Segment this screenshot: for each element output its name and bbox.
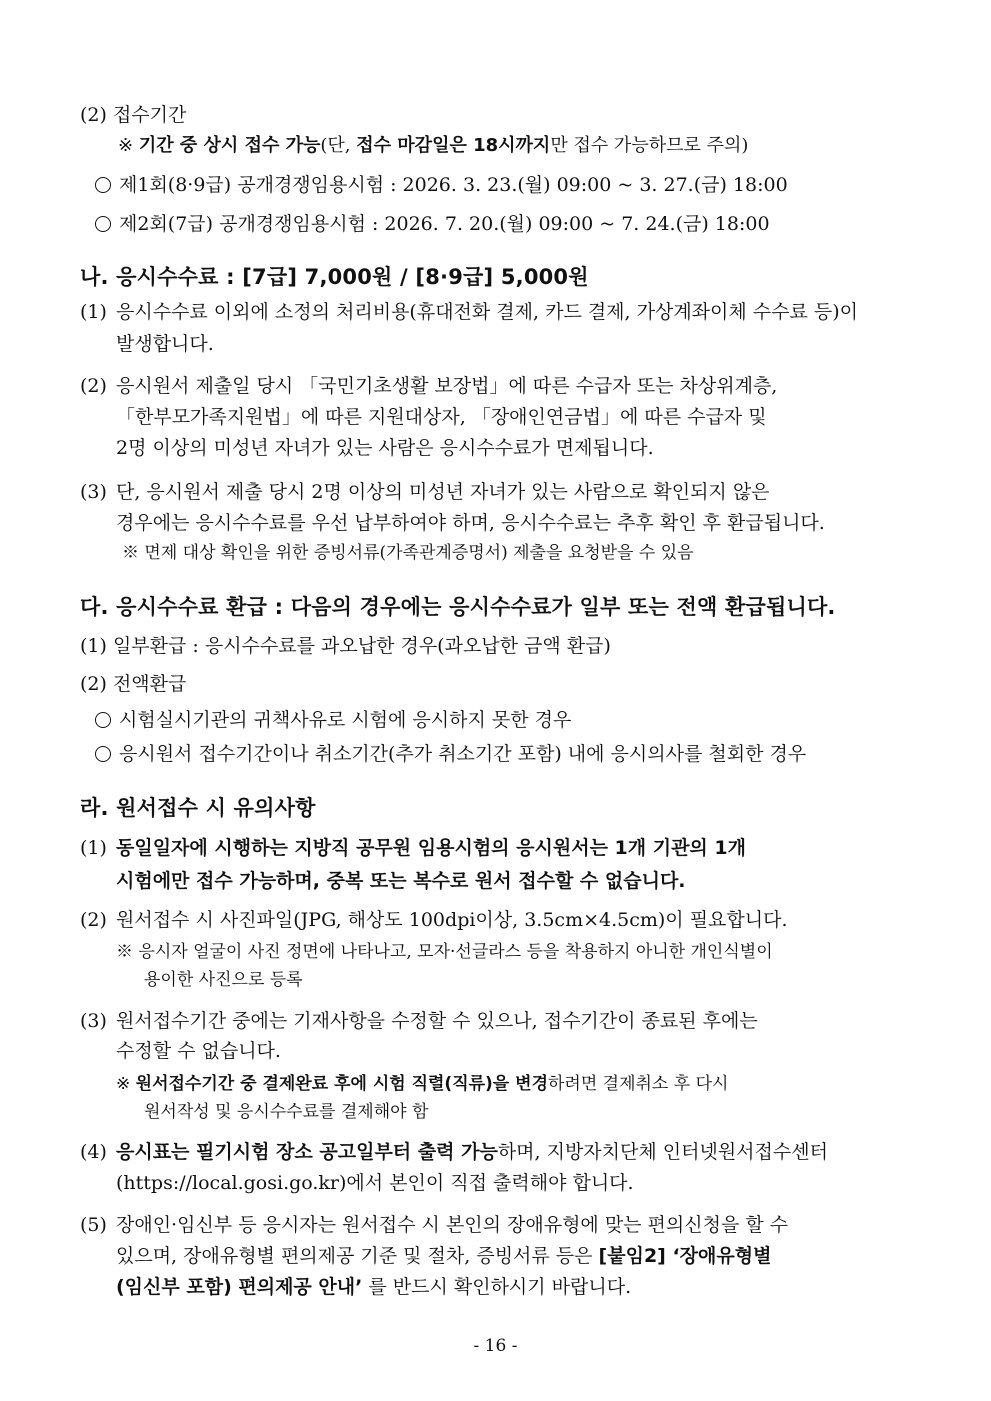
cautions-paragraph-3: (3) 원서접수기간 중에는 기재사항을 수정할 수 있으나, 접수기간이 종료된 후에는 [80, 1010, 758, 1032]
reception-period-heading: (2) 접수기간 [80, 104, 187, 126]
fee-paragraph-1: (1) 응시수수료 이외에 소정의 처리비용(휴대전화 결제, 카드 결제, 가상계좌이체 수수료 등)이 [80, 301, 859, 323]
refund-paragraph-2: (2) 전액환급 [80, 673, 187, 695]
fee-paragraph-3: (3) 단, 응시원서 제출 당시 2명 이상의 미성년 자녀가 있는 사람으로 확인되지 않은 [80, 481, 770, 503]
fee-paragraph-3-note: ※ 면제 대상 확인을 위한 증빙서류(가족관계증명서) 제출을 요청받을 수 있음 [122, 543, 694, 563]
cautions-paragraph-3-line-2: 수정할 수 없습니다. [116, 1040, 281, 1062]
fee-section-title: 나. 응시수수료 : [7급] 7,000원 / [8·9급] 5,000원 [80, 265, 589, 289]
cautions-paragraph-2: (2) 원서접수 시 사진파일(JPG, 해상도 100dpi이상, 3.5cm×4.5cm)이 필요합니다. [80, 909, 788, 931]
cautions-paragraph-1-line-2: 시험에만 접수 가능하며, 중복 또는 복수로 원서 접수할 수 없습니다. [116, 870, 686, 892]
refund-section-title: 다. 응시수수료 환급 : 다음의 경우에는 응시수수료가 일부 또는 전액 환급됩니다. [80, 595, 836, 619]
cautions-paragraph-5: (5) 장애인·임신부 등 응시자는 원서접수 시 본인의 장애유형에 맞는 편의신청을 할 수 [80, 1214, 789, 1236]
reception-item-1: 제1회(8·9급) 공개경쟁임용시험 : 2026. 3. 23.(월) 09:00 ~ 3. 27.(금) 18:00 [95, 172, 788, 198]
refund-item-2: 응시원서 접수기간이나 취소기간(추가 취소기간 포함) 내에 응시의사를 철회한 경우 [95, 741, 806, 767]
cautions-paragraph-5-line-2: 있으며, 장애유형별 편의제공 기준 및 절차, 증빙서류 등은 [붙임2] ‘장애유형별 [116, 1245, 772, 1267]
cautions-paragraph-4-line-2: (https://local.gosi.go.kr)에서 본인이 직접 출력해야 합니다. [116, 1172, 634, 1194]
refund-paragraph-1: (1) 일부환급 : 응시수수료를 과오납한 경우(과오납한 금액 환급) [80, 635, 611, 657]
fee-paragraph-1-line-2: 발생합니다. [116, 333, 214, 355]
fee-paragraph-2-line-3: 2명 이상의 미성년 자녀가 있는 사람은 응시수수료가 면제됩니다. [116, 437, 654, 459]
cautions-paragraph-3-note: ※ 원서접수기간 중 결제완료 후에 시험 직렬(직류)을 변경하려면 결제취소 후 다시 [116, 1074, 729, 1094]
cautions-paragraph-5-line-3: (임신부 포함) 편의제공 안내’ 를 반드시 확인하시기 바랍니다. [116, 1276, 632, 1298]
cautions-paragraph-1: (1) 동일일자에 시행하는 지방직 공무원 임용시험의 응시원서는 1개 기관의 1개 [80, 837, 746, 859]
cautions-paragraph-4: (4) 응시표는 필기시험 장소 공고일부터 출력 가능하며, 지방자치단체 인터넷원서접수센터 [80, 1141, 828, 1163]
circle-bullet-icon [95, 216, 111, 232]
page-number: - 16 - [473, 1336, 518, 1356]
cautions-paragraph-2-note-line-2: 용이한 사진으로 등록 [144, 970, 303, 990]
cautions-paragraph-2-note: ※ 응시자 얼굴이 사진 정면에 나타나고, 모자·선글라스 등을 착용하지 아니한 개인식별이 [116, 942, 773, 962]
circle-bullet-icon [95, 746, 111, 762]
cautions-section-title: 라. 원서접수 시 유의사항 [80, 796, 316, 820]
reception-item-2: 제2회(7급) 공개경쟁임용시험 : 2026. 7. 20.(월) 09:00 ~ 7. 24.(금) 18:00 [95, 211, 770, 237]
refund-item-1: 시험실시기관의 귀책사유로 시험에 응시하지 못한 경우 [95, 707, 571, 733]
circle-bullet-icon [95, 712, 111, 728]
reception-period-note: ※ 기간 중 상시 접수 가능(단, 접수 마감일은 18시까지만 접수 가능하므로 주의) [118, 135, 749, 156]
fee-paragraph-2-line-2: 「한부모가족지원법」에 따른 지원대상자, 「장애인연금법」에 따른 수급자 및 [116, 406, 767, 428]
cautions-paragraph-3-note-line-2: 원서작성 및 응시수수료를 결제해야 함 [144, 1102, 429, 1122]
circle-bullet-icon [95, 177, 111, 193]
fee-paragraph-3-line-2: 경우에는 응시수수료를 우선 납부하여야 하며, 응시수수료는 추후 확인 후 환급됩니다. [116, 512, 825, 534]
fee-paragraph-2: (2) 응시원서 제출일 당시 「국민기초생활 보장법」에 따른 수급자 또는 차상위계층, [80, 375, 778, 397]
